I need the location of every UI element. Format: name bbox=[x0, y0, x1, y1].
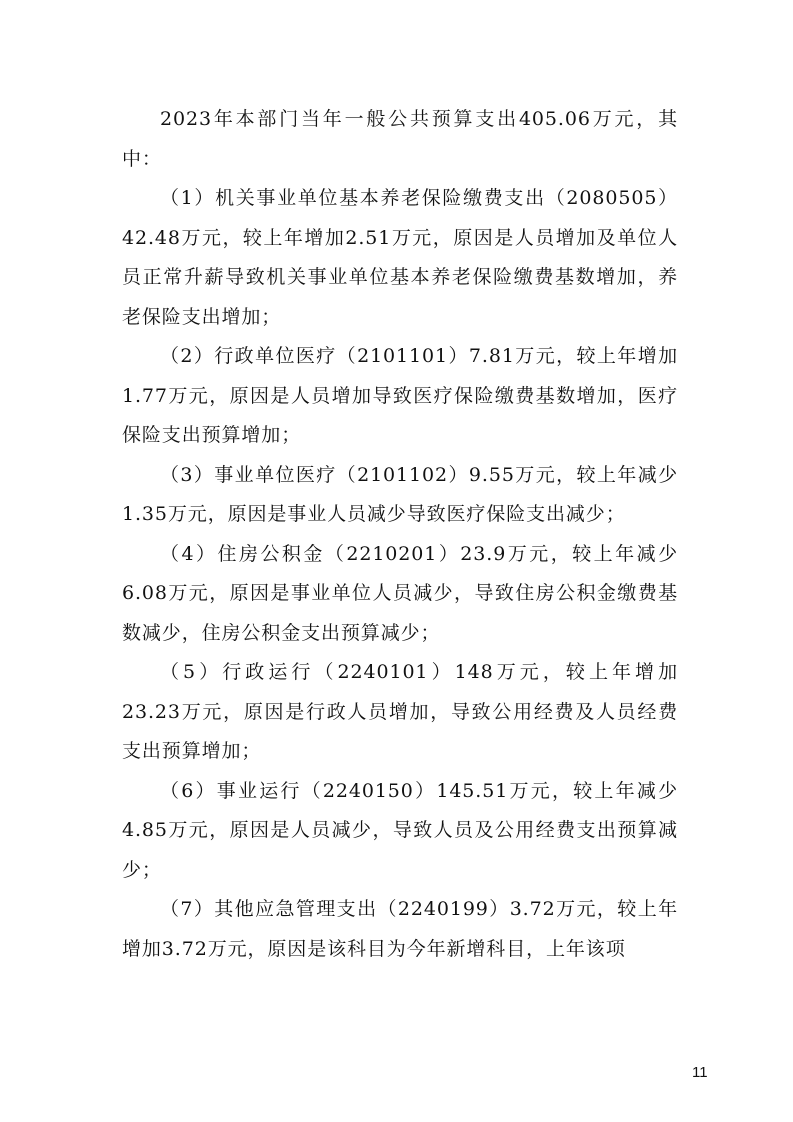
paragraph-intro: 2023年本部门当年一般公共预算支出405.06万元，其中： bbox=[122, 108, 678, 170]
paragraph-item-3: （3）事业单位医疗（2101102）9.55万元，较上年减少1.35万元，原因是事业人员减少导致医疗保险支出减少； bbox=[122, 463, 678, 525]
paragraph-item-2: （2）行政单位医疗（2101101）7.81万元，较上年增加1.77万元，原因是人员增加导致医疗保险缴费基数增加，医疗保险支出预算增加； bbox=[122, 345, 678, 446]
paragraph-item-4: （4）住房公积金（2210201）23.9万元，较上年减少6.08万元，原因是事业单位人员减少，导致住房公积金缴费基数减少，住房公积金支出预算减少； bbox=[122, 542, 678, 644]
paragraph-item-5: （5）行政运行（2240101）148万元，较上年增加23.23万元，原因是行政人员增加，导致公用经费及人员经费支出预算增加； bbox=[122, 661, 678, 762]
paragraph-item-1: （1）机关事业单位基本养老保险缴费支出（2080505）42.48万元，较上年增加2.51万元，原因是人员增加及单位人员正常升薪导致机关事业单位基本养老保险缴费基数增加，养老保险支出增加； bbox=[122, 187, 678, 328]
paragraph-item-7: （7）其他应急管理支出（2240199）3.72万元，较上年增加3.72万元，原因是该科目为今年新增科目，上年该项 bbox=[122, 898, 678, 960]
body-text bbox=[122, 100, 678, 969]
paragraph-item-6: （6）事业运行（2240150）145.51万元，较上年减少4.85万元，原因是人员减少，导致人员及公用经费支出预算减少； bbox=[122, 779, 678, 881]
page-number: 11 bbox=[692, 1064, 708, 1081]
